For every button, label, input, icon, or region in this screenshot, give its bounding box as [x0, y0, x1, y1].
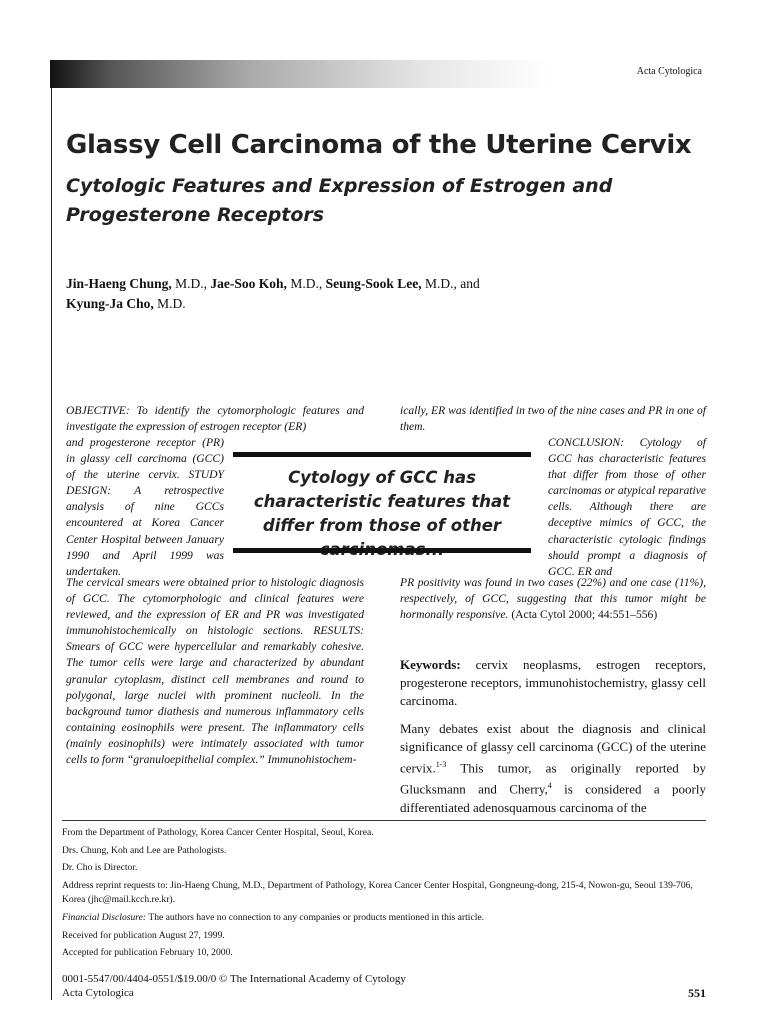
- article-title: Glassy Cell Carcinoma of the Uterine Cervix: [66, 130, 692, 160]
- author-list: [66, 274, 706, 314]
- body-text-end: is considered a poorly differentiated adenosquamous carcinoma of the: [400, 781, 706, 815]
- citation: (Acta Cytol 2000; 44:551–556): [508, 608, 658, 622]
- abstract-right-bottom: [400, 575, 706, 623]
- pull-quote-bottom-rule: [233, 548, 531, 553]
- page-number: 551: [688, 986, 706, 1000]
- author-name: Jin-Haeng Chung,: [66, 276, 172, 291]
- footnote-disclosure: [62, 911, 708, 926]
- author-degree: M.D.: [153, 296, 186, 311]
- author-connector: and: [460, 276, 480, 291]
- author-name: Jae-Soo Koh,: [210, 276, 287, 291]
- footnote: Drs. Chung, Koh and Lee are Pathologists.: [62, 844, 227, 856]
- body-text-mid: This tumor, as originally reported by Glucksmann and Cherry,: [400, 760, 706, 797]
- footnote-received: Received for publication August 27, 1999.: [62, 929, 225, 941]
- footnote: Address reprint requests to: Jin-Haeng Chung, M.D., Department of Pathology, Korea Cancer Center Hospital, Gongneung-dong, 215-4, Nowon-gu, Seoul 139-706, Korea (jhc@mail.kcch.re.kr).: [62, 879, 693, 906]
- keywords-label: Keywords:: [400, 657, 461, 672]
- abstract-narrow-right: CONCLUSION: Cytology of GCC has characteristic features that differ from those of other carcinomas or atypical reparative cells. Although there are deceptive mimics of GCC, the characteristic cytologic findings should prompt a diagnosis of GCC. ER and: [548, 436, 706, 578]
- header-gradient-bar: [50, 60, 550, 88]
- article-subtitle: Cytologic Features and Expression of Estrogen and Progesterone Receptors: [66, 175, 613, 226]
- abstract-right-top: ically, ER was identified in two of the nine cases and PR in one of them.: [400, 404, 706, 434]
- disclosure-text: The authors have no connection to any companies or products mentioned in this article.: [146, 911, 485, 923]
- author-degree: M.D.,: [286, 276, 326, 291]
- keywords: [400, 656, 706, 710]
- author-degree: M.D.,: [171, 276, 211, 291]
- keywords-text: cervix neoplasms, estrogen receptors, progesterone receptors, immunohistochemistry, glassy cell carcinoma.: [400, 657, 706, 708]
- footnote: From the Department of Pathology, Korea Cancer Center Hospital, Seoul, Korea.: [62, 827, 374, 838]
- footnote: Dr. Cho is Director.: [62, 862, 138, 874]
- disclosure-label: Financial Disclosure:: [62, 911, 147, 923]
- reference: 1-3: [435, 760, 447, 769]
- footnotes: [62, 826, 708, 964]
- author-degree: M.D.,: [421, 276, 461, 291]
- journal-footer: Acta Cytologica: [62, 987, 134, 999]
- body-paragraph: [400, 720, 706, 817]
- body-text-start: Many debates exist about the diagnosis and clinical significance of glassy cell carcinoma (GCC) of the uterine cervix.: [400, 721, 706, 776]
- abstract-conclusion-end: PR positivity was found in two cases (22%) and one case (11%), respectively, of GCC, suggesting that this tumor might be hormonally responsive.: [400, 576, 706, 622]
- abstract-narrow-left: and progesterone receptor (PR) in glassy cell carcinoma (GCC) of the uterine cervix. STUDY DESIGN: A retrospective analysis of nine GCCs encountered at Korea Cancer Center Hospital between January 1990 and April 1999 was undertaken.: [66, 436, 224, 578]
- journal-header: Acta Cytologica: [636, 66, 702, 77]
- abstract-left-bottom: The cervical smears were obtained prior to histologic diagnosis of GCC. The cytomorphologic and clinical features were reviewed, and the expression of ER and PR was investigated immunohistochemically on histologic sections. RESULTS: Smears of GCC were hypercellular and remarkably cohesive. The tumor cells were large and characterized by abundant granular cytoplasm, distinct cell membranes and round to polygonal, large nuclei with prominent nucleoli. In the background tumor diathesis and numerous inflammatory cells containing eosinophils were present. The inflammatory cells (mainly eosinophils) were intimately associated with tumor cells to form “granuloepithelial complex.” Immunohistochem-: [66, 576, 364, 767]
- footnote-accepted: Accepted for publication February 10, 2000.: [62, 947, 233, 959]
- left-margin-rule: [51, 88, 52, 1000]
- footnote-rule: [62, 820, 706, 821]
- copyright-line: 0001-5547/00/4404-0551/$19.00/0 © The International Academy of Cytology: [62, 973, 406, 985]
- reference: 4: [547, 781, 552, 791]
- page-footer: [62, 972, 708, 1000]
- pull-quote: Cytology of GCC has characteristic features that differ from those of other: [253, 468, 511, 535]
- pull-quote-top-rule: [233, 452, 531, 457]
- author-name: Kyung-Ja Cho,: [66, 296, 154, 311]
- author-name: Seung-Sook Lee,: [325, 276, 422, 291]
- abstract-objective-top: OBJECTIVE: To identify the cytomorphologic features and investigate the expression of estrogen receptor (ER): [66, 404, 364, 434]
